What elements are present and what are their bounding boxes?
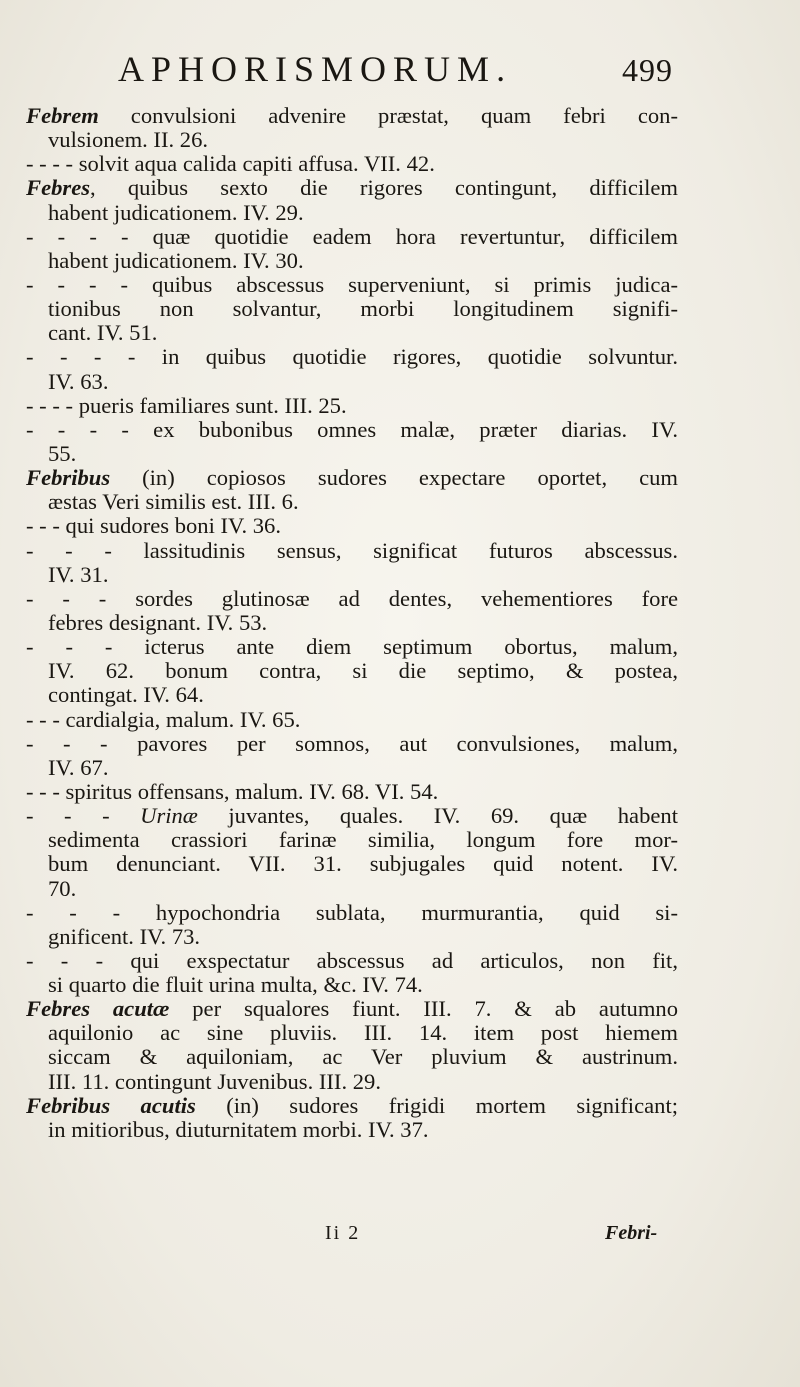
index-line: cant. IV. 51. xyxy=(48,320,158,346)
index-line: - - - hypochondria sublata, murmurantia, quid si- xyxy=(26,899,678,925)
index-line: febres designant. IV. 53. xyxy=(48,609,268,635)
index-line: III. 11. contingunt Juvenibus. III. 29. xyxy=(48,1068,381,1094)
index-line: bum denunciant. VII. 31. subjugales quid notent. IV. xyxy=(48,851,678,877)
index-line: contingat. IV. 64. xyxy=(48,682,204,708)
index-line: - - - Urinæ juvantes, quales. IV. 69. quæ habent xyxy=(26,803,678,829)
index-line: 55. xyxy=(48,440,77,466)
index-entries xyxy=(26,104,678,1142)
headword: Urinæ xyxy=(140,803,198,829)
index-line: tionibus non solvantur, morbi longitudinem signifi- xyxy=(48,296,678,322)
index-line: aquilonio ac sine pluviis. III. 14. item post hiemem xyxy=(48,1020,678,1046)
index-line: gnificent. IV. 73. xyxy=(48,923,201,949)
page-number: 499 xyxy=(622,52,673,88)
index-line: - - - icterus ante diem septimum obortus, malum, xyxy=(26,634,678,660)
page-header xyxy=(0,48,800,98)
index-line: - - - lassitudinis sensus, significat futuros abscessus. xyxy=(26,537,678,563)
index-line: sedimenta crassiori farinæ similia, longum fore mor- xyxy=(48,827,678,853)
index-line: Febrem convulsioni advenire præstat, quam febri con- xyxy=(26,103,678,128)
index-line: IV. 63. xyxy=(48,368,109,394)
index-line: in mitioribus, diuturnitatem morbi. IV. 37. xyxy=(48,1116,429,1142)
index-line: IV. 67. xyxy=(48,754,109,780)
index-line: 70. xyxy=(48,875,77,901)
index-line: - - - qui exspectatur abscessus ad articulos, non fit, xyxy=(26,947,678,973)
index-line: - - - sordes glutinosæ ad dentes, vehementiores fore xyxy=(26,585,678,611)
index-line: - - - - quibus abscessus superveniunt, si primis judica- xyxy=(26,271,678,297)
headword: Febrem xyxy=(26,103,99,128)
index-line: siccam & aquiloniam, ac Ver pluvium & austrinum. xyxy=(48,1044,678,1070)
index-line: si quarto die fluit urina multa, &c. IV. 74. xyxy=(48,972,423,998)
catchword: Febri- xyxy=(605,1222,658,1244)
index-line: vulsionem. II. 26. xyxy=(48,127,209,153)
index-line: IV. 62. bonum contra, si die septimo, & postea, xyxy=(48,658,678,684)
headword: Febres xyxy=(26,175,91,201)
index-line: IV. 31. xyxy=(48,561,109,587)
index-line: - - - pavores per somnos, aut convulsiones, malum, xyxy=(26,730,678,756)
headword: Febres acutæ xyxy=(26,996,170,1022)
index-line: - - - - ex bubonibus omnes malæ, præter diarias. IV. xyxy=(26,416,678,442)
index-line: habent judicationem. IV. 29. xyxy=(48,199,304,225)
index-line: Febres acutæ per squalores fiunt. III. 7. & ab autumno xyxy=(26,996,678,1022)
headword: Febribus acutis xyxy=(26,1092,196,1118)
index-line: - - - cardialgia, malum. IV. 65. xyxy=(26,706,301,732)
index-line: - - - - in quibus quotidie rigores, quotidie solvuntur. xyxy=(26,344,678,370)
index-line: Febres, quibus sexto die rigores contingunt, difficilem xyxy=(26,175,678,201)
index-line: æstas Veri similis est. III. 6. xyxy=(48,489,299,515)
signature-mark: Ii 2 xyxy=(325,1222,361,1244)
page-footer xyxy=(0,1222,800,1252)
index-line: - - - - quæ quotidie eadem hora revertuntur, difficilem xyxy=(26,223,678,249)
index-line: - - - qui sudores boni IV. 36. xyxy=(26,513,281,539)
running-head: APHORISMORUM. xyxy=(118,49,513,89)
index-line: - - - - pueris familiares sunt. III. 25. xyxy=(26,392,347,418)
index-line: habent judicationem. IV. 30. xyxy=(48,247,304,273)
index-line: - - - spiritus offensans, malum. IV. 68. VI. 54. xyxy=(26,778,439,804)
index-line: Febribus (in) copiosos sudores expectare oportet, cum xyxy=(26,465,678,491)
index-line: Febribus acutis (in) sudores frigidi mortem significant; xyxy=(26,1092,678,1118)
index-line: - - - - solvit aqua calida capiti affusa. VII. 42. xyxy=(26,151,435,177)
headword: Febribus xyxy=(26,465,111,491)
